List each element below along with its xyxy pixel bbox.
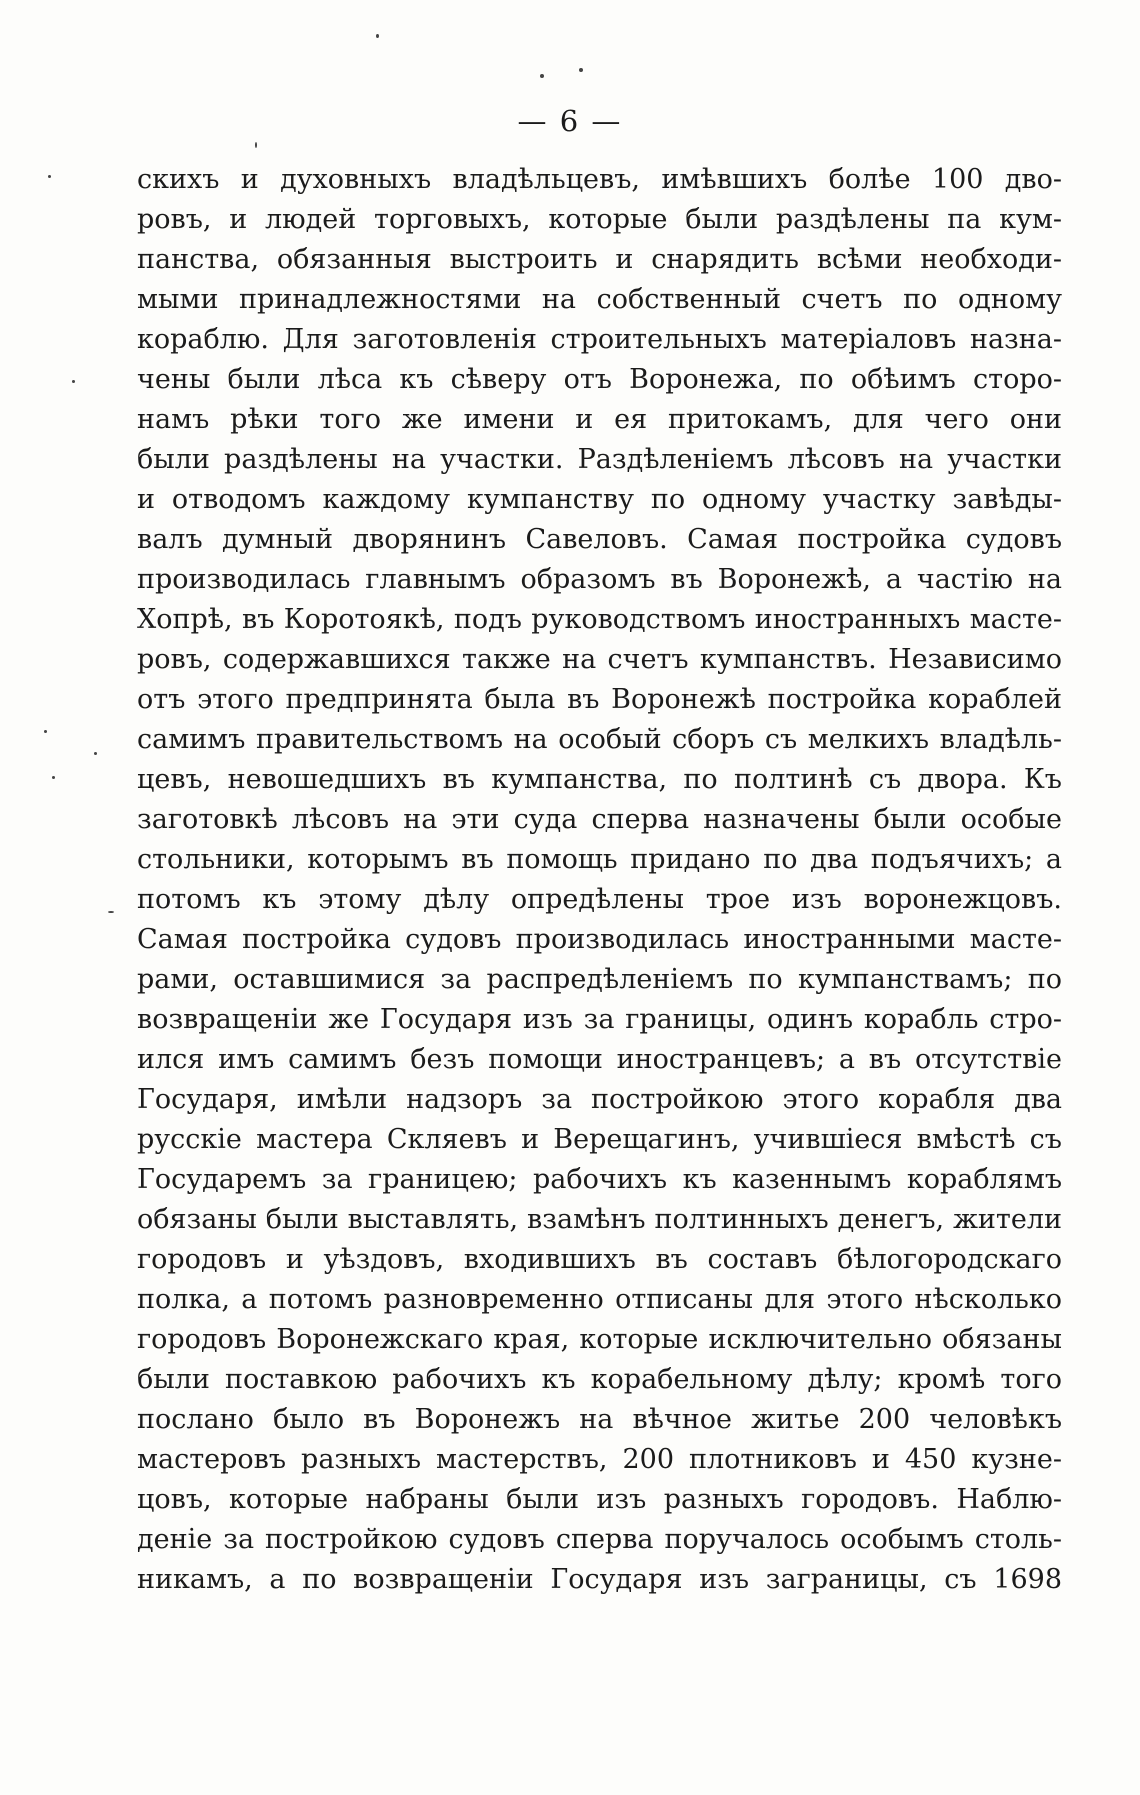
text-line: стольники, которымъ въ помощь придано по два подъячихъ; а [137,844,1062,875]
scan-speck [579,68,583,72]
text-line: полка, а потомъ разновременно отписаны для этого нѣсколько [137,1284,1062,1315]
text-line: мастеровъ разныхъ мастерствъ, 200 плотниковъ и 450 кузне- [137,1444,1062,1475]
text-line: Государя, имѣли надзоръ за постройкою этого корабля два [137,1084,1062,1115]
body-text [137,160,1062,1600]
text-line: мыми принадлежностями на собственный счетъ по одному [137,284,1062,315]
scan-speck [255,142,257,148]
text-line: отъ этого предпринята была въ Воронежѣ постройка кораблей [137,684,1062,715]
text-line: были раздѣлены на участки. Раздѣленіемъ лѣсовъ на участки [137,444,1062,475]
scan-speck [540,74,544,78]
text-line: намъ рѣки того же имени и ея притокамъ, для чего они [137,404,1062,435]
scan-speck [376,34,379,38]
text-line: панства, обязанныя выстроить и снарядить всѣми необходи- [137,244,1062,275]
text-line: были поставкою рабочихъ къ корабельному дѣлу; кромѣ того [137,1364,1062,1395]
text-line: Самая постройка судовъ производилась иностранными масте- [137,924,1062,955]
text-line: и отводомъ каждому кумпанству по одному участку завѣды- [137,484,1062,515]
text-line: возвращеніи же Государя изъ за границы, одинъ корабль стро- [137,1004,1062,1035]
text-line: скихъ и духовныхъ владѣльцевъ, имѣвшихъ болѣе 100 дво- [137,164,1062,195]
scan-speck [94,752,97,755]
text-line: цевъ, невошедшихъ въ кумпанства, по полтинѣ съ двора. Къ [137,764,1062,795]
text-line: послано было въ Воронежъ на вѣчное житье 200 человѣкъ [137,1404,1062,1435]
text-line: потомъ къ этому дѣлу опредѣлены трое изъ воронежцовъ. [137,884,1062,915]
text-line: городовъ Воронежскаго края, которые исключительно обязаны [137,1324,1062,1355]
text-line: Государемъ за границею; рабочихъ къ казеннымъ кораблямъ [137,1164,1062,1195]
scan-speck [108,911,114,913]
text-line: цовъ, которые набраны были изъ разныхъ городовъ. Наблю- [137,1484,1062,1515]
text-line: обязаны были выставлять, взамѣнъ полтинныхъ денегъ, жители [137,1204,1062,1235]
text-line: производилась главнымъ образомъ въ Воронежѣ, а частію на [137,564,1062,595]
text-line: заготовкѣ лѣсовъ на эти суда сперва назначены были особые [137,804,1062,835]
scan-speck [52,776,55,779]
text-line: ровъ, содержавшихся также на счетъ кумпанствъ. Независимо [137,644,1062,675]
text-line: ровъ, и людей торговыхъ, которые были раздѣлены па кум- [137,204,1062,235]
text-line: никамъ, а по возвращеніи Государя изъ заграницы, съ 1698 [137,1564,1062,1595]
text-line: кораблю. Для заготовленія строительныхъ матеріаловъ назна- [137,324,1062,355]
text-line: русскіе мастера Скляевъ и Верещагинъ, учившіеся вмѣстѣ съ [137,1124,1062,1155]
text-line: Хопрѣ, въ Коротоякѣ, подъ руководствомъ иностранныхъ масте- [137,604,1062,635]
text-line: городовъ и уѣздовъ, входившихъ въ составъ бѣлогородскаго [137,1244,1062,1275]
text-line: чены были лѣса къ сѣверу отъ Воронежа, по обѣимъ сторо- [137,364,1062,395]
scan-speck [44,730,47,733]
text-line: рами, оставшимися за распредѣленіемъ по кумпанствамъ; по [137,964,1062,995]
text-line: самимъ правительствомъ на особый сборъ съ мелкихъ владѣль- [137,724,1062,755]
page-number: — 6 — [517,104,623,138]
scan-speck [48,175,51,178]
text-line: валъ думный дворянинъ Савеловъ. Самая постройка судовъ [137,524,1062,555]
scan-speck [72,380,75,383]
text-line: ился имъ самимъ безъ помощи иностранцевъ; а въ отсутствіе [137,1044,1062,1075]
text-line: деніе за постройкою судовъ сперва поручалось особымъ столь- [137,1524,1062,1555]
